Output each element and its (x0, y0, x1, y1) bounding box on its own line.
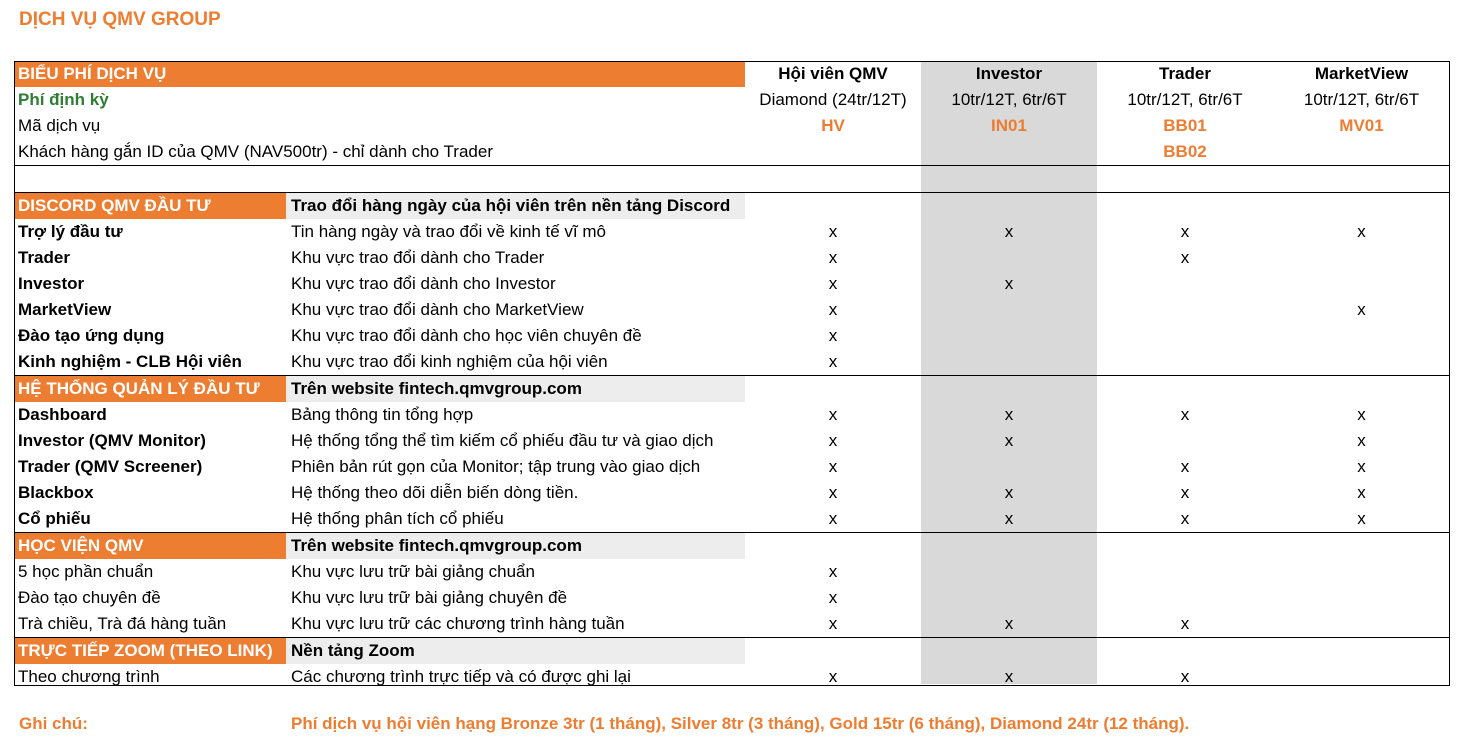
row-description: Tin hàng ngày và trao đổi về kinh tế vĩ mô (291, 222, 606, 241)
mark-member: x (828, 614, 838, 633)
section-subtitle: Nền tảng Zoom (286, 638, 745, 664)
table-row (14, 454, 1450, 480)
row-description: Khu vực lưu trữ các chương trình hàng tuần (291, 614, 625, 633)
row-name: Trợ lý đầu tư (18, 222, 123, 241)
row-description: Khu vực lưu trữ bài giảng chuyên đề (291, 588, 568, 607)
row-description: Khu vực trao đổi dành cho học viên chuyên đề (291, 326, 642, 345)
mark-investor: x (1004, 614, 1014, 633)
service-table (14, 61, 1450, 690)
fee-row-label: Phí định kỳ (18, 90, 109, 109)
table-row (14, 271, 1450, 297)
service-code-label: Mã dịch vụ (18, 116, 101, 135)
table-row (14, 480, 1450, 506)
mark-trader: x (1180, 457, 1190, 476)
row-name: Theo chương trình (18, 667, 160, 686)
column-header-investor: Investor (975, 64, 1043, 83)
table-row (14, 559, 1450, 585)
mark-member: x (828, 431, 838, 450)
service-code-row (14, 113, 1450, 139)
mark-investor (921, 349, 1097, 375)
mark-investor: x (1004, 509, 1014, 528)
table-row (14, 402, 1450, 428)
row-description: Hệ thống tổng thể tìm kiếm cổ phiếu đầu tư và giao dịch (291, 431, 714, 450)
row-description: Khu vực trao đổi kinh nghiệm của hội viên (291, 352, 608, 371)
mark-marketview: x (1357, 222, 1366, 241)
mark-member: x (828, 326, 838, 345)
row-name: Cổ phiếu (18, 509, 91, 528)
mark-member: x (828, 457, 838, 476)
mark-marketview: x (1357, 431, 1366, 450)
mark-marketview (1273, 323, 1450, 349)
mark-member: x (828, 483, 838, 502)
mark-member: x (828, 588, 838, 607)
table-row (14, 585, 1450, 611)
row-name: Trader (QMV Screener) (18, 457, 203, 476)
section-header-row (14, 192, 1450, 219)
trader-id-label: Khách hàng gắn ID của QMV (NAV500tr) - chỉ dành cho Trader (18, 142, 493, 161)
table-row (14, 323, 1450, 349)
row-name: 5 học phần chuẩn (18, 562, 154, 581)
mark-investor (921, 559, 1097, 585)
section-title: HỆ THỐNG QUẢN LÝ ĐẦU TƯ (14, 376, 286, 402)
table-row (14, 506, 1450, 532)
fee-schedule-header: BIỂU PHÍ DỊCH VỤ (14, 61, 745, 87)
mark-investor (921, 585, 1097, 611)
mark-investor (921, 245, 1097, 271)
fee-marketview: 10tr/12T, 6tr/6T (1303, 90, 1420, 109)
row-name: Trader (18, 248, 70, 267)
mark-trader: x (1180, 405, 1190, 424)
section-header-row (14, 532, 1450, 559)
row-description: Khu vực trao đổi dành cho Investor (291, 274, 556, 293)
row-description: Hệ thống theo dõi diễn biến dòng tiền. (291, 483, 579, 502)
code-trader-id: BB02 (1163, 142, 1207, 161)
code-investor: IN01 (991, 116, 1027, 135)
trader-id-row (14, 139, 1450, 165)
mark-trader (1097, 271, 1273, 297)
code-marketview: MV01 (1339, 116, 1384, 135)
mark-trader (1097, 323, 1273, 349)
row-name: MarketView (18, 300, 112, 319)
table-row (14, 245, 1450, 271)
row-description: Khu vực trao đổi dành cho Trader (291, 248, 545, 267)
table-row (14, 297, 1450, 323)
code-member: HV (821, 116, 845, 135)
mark-member: x (828, 300, 838, 319)
fee-member: Diamond (24tr/12T) (759, 90, 907, 109)
mark-marketview: x (1357, 405, 1366, 424)
column-header-member: Hội viên QMV (778, 64, 888, 83)
mark-marketview: x (1357, 483, 1366, 502)
mark-trader (1097, 349, 1273, 375)
page-title: DỊCH VỤ QMV GROUP (19, 9, 221, 30)
mark-trader: x (1180, 667, 1190, 686)
sections-container (14, 192, 1450, 690)
mark-investor (921, 454, 1097, 480)
section-title: TRỰC TIẾP ZOOM (THEO LINK) (14, 638, 286, 664)
note-text: Phí dịch vụ hội viên hạng Bronze 3tr (1 tháng), Silver 8tr (3 tháng), Gold 15tr (6 tháng), Diamond 24tr (12 tháng). (291, 714, 1190, 733)
mark-investor: x (1004, 431, 1014, 450)
mark-trader: x (1180, 483, 1190, 502)
mark-investor (921, 323, 1097, 349)
mark-member: x (828, 248, 838, 267)
mark-trader: x (1180, 222, 1190, 241)
mark-trader: x (1180, 509, 1190, 528)
mark-member: x (828, 274, 838, 293)
column-header-trader: Trader (1159, 64, 1211, 83)
row-name: Đào tạo ứng dụng (18, 326, 165, 345)
section-subtitle: Trên website fintech.qmvgroup.com (286, 376, 745, 402)
table-row (14, 349, 1450, 375)
mark-marketview: x (1357, 509, 1366, 528)
mark-trader (1097, 559, 1273, 585)
note-label: Ghi chú: (19, 714, 88, 733)
mark-trader: x (1180, 248, 1190, 267)
mark-member: x (828, 352, 838, 371)
mark-marketview (1273, 271, 1450, 297)
mark-member: x (828, 222, 838, 241)
section-title: DISCORD QMV ĐẦU TƯ (14, 193, 286, 219)
row-description: Khu vực trao đổi dành cho MarketView (291, 300, 584, 319)
row-name: Dashboard (18, 405, 107, 424)
mark-trader (1097, 585, 1273, 611)
table-row (14, 428, 1450, 454)
section-header-row (14, 637, 1450, 664)
mark-marketview (1273, 585, 1450, 611)
table-row (14, 219, 1450, 245)
mark-investor: x (1004, 667, 1014, 686)
column-header-marketview: MarketView (1314, 64, 1409, 83)
mark-marketview (1273, 611, 1450, 637)
mark-investor: x (1004, 274, 1014, 293)
mark-marketview (1273, 559, 1450, 585)
fee-trader: 10tr/12T, 6tr/6T (1127, 90, 1243, 109)
spacer-row (14, 165, 1450, 192)
mark-investor: x (1004, 222, 1014, 241)
section-title: HỌC VIỆN QMV (14, 533, 286, 559)
row-description: Bảng thông tin tổng hợp (291, 405, 474, 424)
code-trader: BB01 (1163, 116, 1207, 135)
row-name: Investor (18, 274, 85, 293)
mark-trader: x (1180, 614, 1190, 633)
row-name: Trà chiều, Trà đá hàng tuần (18, 614, 227, 633)
mark-trader (1097, 297, 1273, 323)
row-name: Investor (QMV Monitor) (18, 431, 206, 450)
mark-marketview (1273, 245, 1450, 271)
section-header-row (14, 375, 1450, 402)
mark-investor: x (1004, 483, 1014, 502)
table-header-row (14, 61, 1450, 87)
mark-member: x (828, 509, 838, 528)
fee-row (14, 87, 1450, 113)
mark-member: x (828, 562, 838, 581)
row-description: Hệ thống phân tích cổ phiếu (291, 509, 504, 528)
mark-marketview: x (1357, 457, 1366, 476)
mark-trader (1097, 428, 1273, 454)
row-description: Khu vực lưu trữ bài giảng chuẩn (291, 562, 535, 581)
section-subtitle: Trên website fintech.qmvgroup.com (286, 533, 745, 559)
mark-marketview (1273, 664, 1450, 690)
row-name: Kinh nghiệm - CLB Hội viên (18, 352, 242, 371)
row-description: Phiên bản rút gọn của Monitor; tập trung vào giao dịch (291, 457, 701, 476)
mark-member: x (828, 667, 838, 686)
section-subtitle: Trao đổi hàng ngày của hội viên trên nền tảng Discord (286, 193, 745, 219)
row-name: Đào tạo chuyên đề (18, 588, 161, 607)
fee-investor: 10tr/12T, 6tr/6T (951, 90, 1067, 109)
mark-investor (921, 297, 1097, 323)
row-name: Blackbox (18, 483, 94, 502)
mark-member: x (828, 405, 838, 424)
mark-marketview (1273, 349, 1450, 375)
mark-investor: x (1004, 405, 1014, 424)
mark-marketview: x (1357, 300, 1366, 319)
table-row (14, 664, 1450, 690)
row-description: Các chương trình trực tiếp và có được ghi lại (291, 667, 631, 686)
table-row (14, 611, 1450, 637)
